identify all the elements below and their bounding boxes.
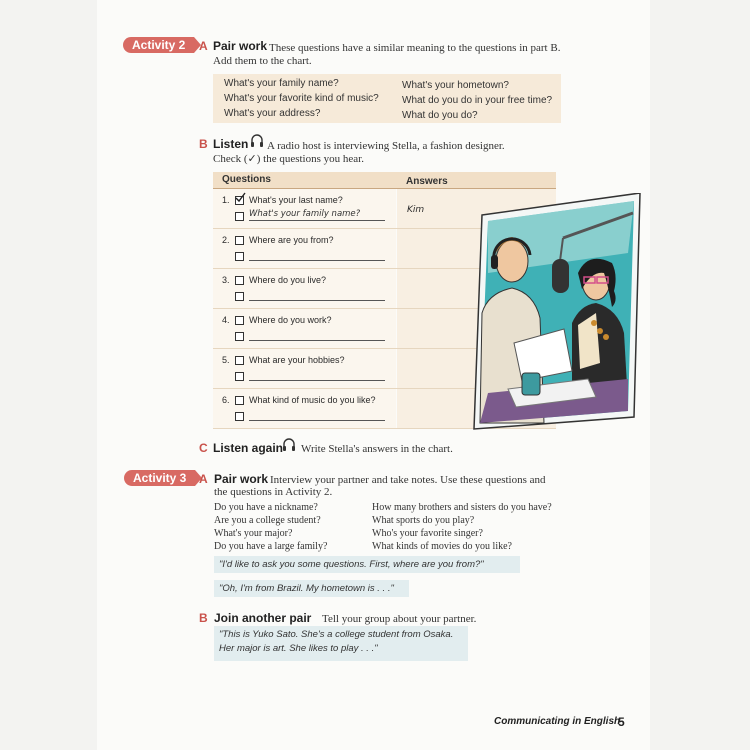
question-checkbox[interactable] (235, 356, 244, 365)
question-cell (213, 189, 396, 228)
pair-work-instruction-line2: Add them to the chart. (213, 55, 312, 67)
part-b-letter: B (199, 611, 208, 625)
speech-bubble-text: "This is Yuko Sato. She's a college student from Osaka. (219, 629, 454, 640)
headphones-icon (250, 134, 264, 148)
question-checkbox[interactable] (235, 396, 244, 405)
question-item: Do you have a nickname? (214, 502, 318, 513)
written-question-checkbox[interactable] (235, 332, 244, 341)
question-cell (213, 309, 396, 348)
part-b-letter: B (199, 137, 208, 151)
question-cell (213, 269, 396, 308)
speech-bubble (214, 556, 520, 573)
join-another-pair-heading: Join another pair (214, 611, 312, 625)
question-text: What kind of music do you like? (249, 395, 376, 405)
listen-heading: Listen (213, 137, 249, 151)
row-number: 5. (222, 355, 230, 365)
pair-work-heading: Pair work (214, 472, 269, 486)
check-mark-icon (234, 192, 246, 204)
write-in-line[interactable] (249, 260, 385, 261)
part-c-letter: C (199, 441, 208, 455)
question-checkbox[interactable] (235, 236, 244, 245)
activity-2-badge-label: Activity 2 (132, 38, 186, 52)
handwritten-answer: Kim (407, 205, 425, 215)
pair-work-instruction-line1: These questions have a similar meaning to the questions in part B. (269, 42, 561, 54)
speech-bubble (214, 580, 409, 597)
similar-questions-box (213, 74, 561, 123)
question-item: Are you a college student? (214, 515, 321, 526)
speech-bubble-text: "Oh, I'm from Brazil. My hometown is . . ." (219, 583, 394, 594)
speech-bubble-text: "I'd like to ask you some questions. First, where are you from?" (219, 559, 484, 570)
interview-instruction-line1: Interview your partner and take notes. Use these questions and (270, 474, 546, 486)
question-item: What sports do you play? (372, 515, 475, 526)
speech-bubble-text: Her major is art. She likes to play . . ." (219, 643, 378, 654)
listen-instruction-line1: A radio host is interviewing Stella, a fashion designer. (267, 140, 505, 152)
question-item: What's your favorite kind of music? (224, 93, 379, 104)
question-item: What's your address? (224, 108, 321, 119)
question-item: What's your family name? (224, 78, 339, 89)
page-number: 5 (618, 715, 625, 729)
question-cell (213, 389, 396, 428)
listen-again-heading: Listen again (213, 441, 284, 455)
written-question-checkbox[interactable] (235, 292, 244, 301)
question-item: What's your major? (214, 528, 293, 539)
question-cell (213, 229, 396, 268)
handwritten-question: What's your family name? (249, 209, 361, 219)
written-question-checkbox[interactable] (235, 372, 244, 381)
question-text: Where are you from? (249, 235, 334, 245)
chart-header (213, 172, 556, 189)
question-text: What's your last name? (249, 195, 343, 205)
answers-column-header: Answers (406, 176, 448, 187)
question-item: What do you do in your free time? (402, 95, 553, 106)
activity-3-badge-label: Activity 3 (133, 471, 187, 485)
question-item: What do you do? (402, 110, 478, 121)
question-item: What kinds of movies do you like? (372, 541, 512, 552)
question-item: What's your hometown? (402, 80, 509, 91)
write-in-line[interactable] (249, 300, 385, 301)
part-a-letter: A (199, 472, 208, 486)
written-question-checkbox[interactable] (235, 212, 244, 221)
write-in-line[interactable] (249, 340, 385, 341)
row-number: 2. (222, 235, 230, 245)
listen-instruction-line2: Check (✓) the questions you hear. (213, 153, 364, 165)
activity-2-badge (123, 37, 194, 53)
question-text: Where do you work? (249, 315, 332, 325)
speech-bubble (214, 626, 468, 661)
write-in-line[interactable] (249, 220, 385, 221)
part-a-letter: A (199, 39, 208, 53)
question-item: Who's your favorite singer? (372, 528, 483, 539)
activity-3-badge (124, 470, 195, 486)
interview-instruction-line2: the questions in Activity 2. (214, 486, 333, 498)
row-number: 4. (222, 315, 230, 325)
row-number: 6. (222, 395, 230, 405)
write-in-line[interactable] (249, 380, 385, 381)
headphones-icon (282, 438, 296, 452)
question-checkbox[interactable] (235, 276, 244, 285)
written-question-checkbox[interactable] (235, 412, 244, 421)
join-another-pair-instruction: Tell your group about your partner. (322, 613, 477, 625)
pair-work-heading: Pair work (213, 39, 268, 53)
question-item: How many brothers and sisters do you have? (372, 502, 552, 513)
question-item: Do you have a large family? (214, 541, 328, 552)
question-text: Where do you live? (249, 275, 327, 285)
radio-studio-illustration (468, 193, 642, 433)
written-question-checkbox[interactable] (235, 252, 244, 261)
question-text: What are your hobbies? (249, 355, 345, 365)
questions-column-header: Questions (222, 174, 271, 185)
write-in-line[interactable] (249, 420, 385, 421)
row-number: 1. (222, 195, 230, 205)
question-checkbox[interactable] (235, 316, 244, 325)
row-number: 3. (222, 275, 230, 285)
question-cell (213, 349, 396, 388)
listen-again-instruction: Write Stella's answers in the chart. (301, 443, 453, 455)
footer-section-title: Communicating in English (494, 716, 621, 727)
